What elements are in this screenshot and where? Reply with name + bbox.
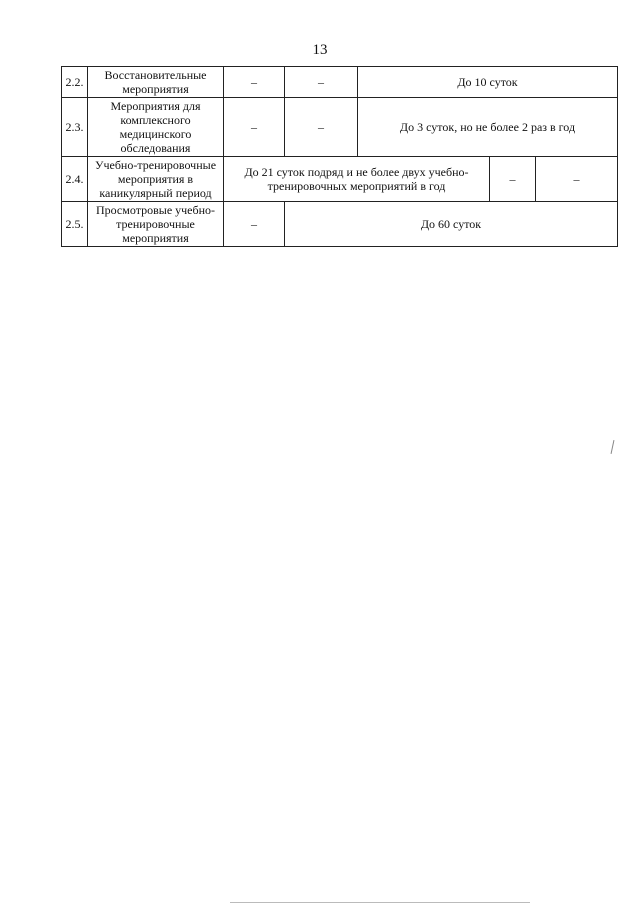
- table-cell: –: [285, 98, 358, 157]
- table-cell: До 10 суток: [358, 67, 618, 98]
- row-number: 2.3.: [62, 98, 88, 157]
- table-row: [62, 67, 618, 98]
- table-row: [62, 98, 618, 157]
- table-cell: До 3 суток, но не более 2 раз в год: [358, 98, 618, 157]
- table-row: [62, 157, 618, 202]
- activity-name: Просмотровые учебно-тренировочные мероприятия: [88, 202, 224, 247]
- table-cell: –: [536, 157, 618, 202]
- scan-edge-line: [230, 902, 530, 903]
- activity-name: Учебно-тренировочные мероприятия в каникулярный период: [88, 157, 224, 202]
- row-number: 2.4.: [62, 157, 88, 202]
- table-cell: –: [224, 98, 285, 157]
- activity-name: Восстановительные мероприятия: [88, 67, 224, 98]
- row-number: 2.5.: [62, 202, 88, 247]
- table-cell: –: [285, 67, 358, 98]
- table-cell: –: [224, 202, 285, 247]
- training-periods-table: [61, 66, 618, 247]
- page-number: 13: [312, 42, 328, 58]
- table-cell: До 60 суток: [285, 202, 618, 247]
- table-cell: До 21 суток подряд и не более двух учебно-тренировочных мероприятий в год: [224, 157, 490, 202]
- table-cell: –: [224, 67, 285, 98]
- scan-mark: [611, 440, 615, 454]
- row-number: 2.2.: [62, 67, 88, 98]
- table-row: [62, 202, 618, 247]
- table-cell: –: [490, 157, 536, 202]
- activity-name: Мероприятия для комплексного медицинского обследования: [88, 98, 224, 157]
